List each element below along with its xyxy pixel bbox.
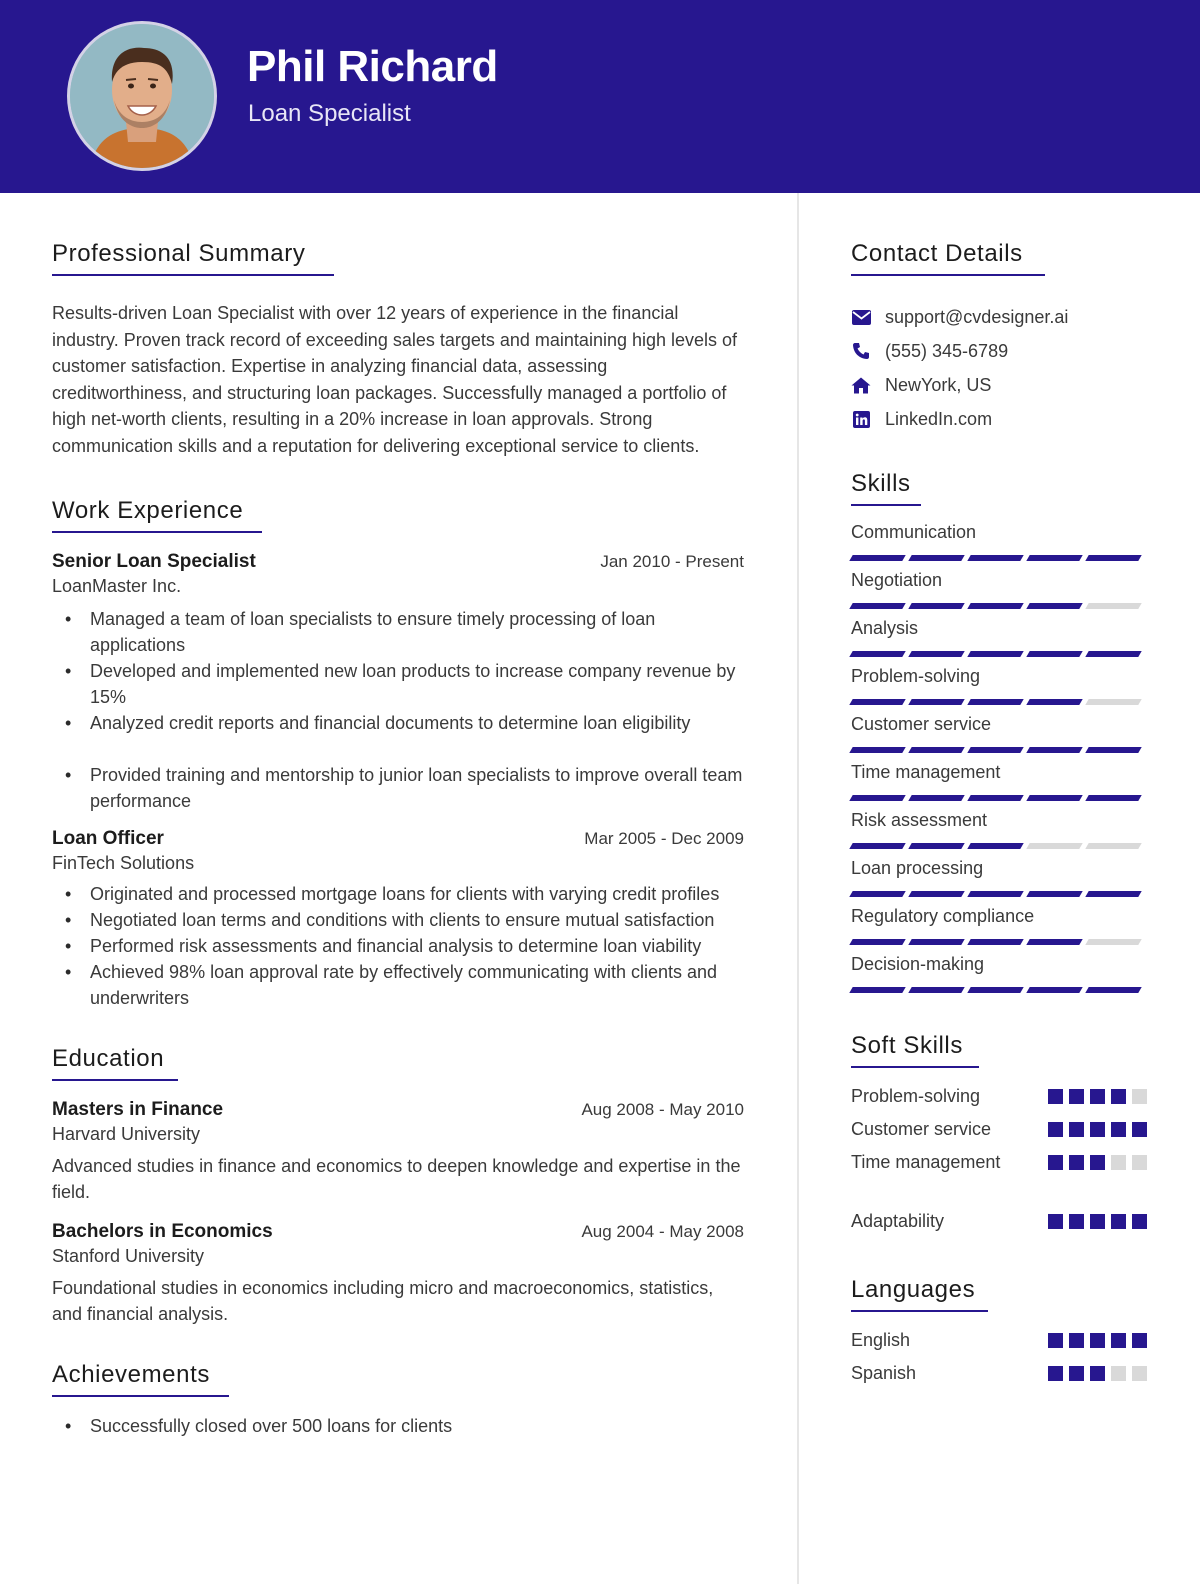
skill-item	[851, 952, 1147, 1000]
skill-level-segment	[1085, 891, 1141, 897]
sidebar-column	[851, 240, 1147, 1390]
main-column	[52, 240, 744, 1439]
skill-level-segment	[849, 843, 905, 849]
education-date: Aug 2008 - May 2010	[581, 1100, 744, 1119]
soft-skill-item	[851, 1113, 1147, 1146]
skill-level-segment	[967, 699, 1023, 705]
skill-level-segment	[1085, 651, 1141, 657]
skill-level-segment	[1026, 699, 1082, 705]
skill-name: Negotiation	[851, 570, 943, 590]
location-text: NewYork, US	[885, 374, 992, 395]
skill-level-segment	[908, 795, 964, 801]
avatar	[67, 21, 217, 171]
skill-level-segment	[849, 603, 905, 609]
section-underline	[851, 1066, 979, 1068]
skill-level-segment	[967, 651, 1023, 657]
job-bullet: • Negotiated loan terms and conditions with clients to ensure mutual satisfaction	[52, 907, 744, 933]
language-level-square	[1111, 1366, 1126, 1381]
skill-level-bar	[851, 881, 1147, 904]
skill-level-segment	[1026, 747, 1082, 753]
soft-skill-level-square	[1111, 1122, 1126, 1137]
linkedin-text: LinkedIn.com	[885, 408, 993, 429]
skill-level-bar	[851, 833, 1147, 856]
languages-title: Languages	[851, 1276, 976, 1303]
skill-level-segment	[967, 603, 1023, 609]
soft-skills-list	[851, 1080, 1147, 1238]
soft-skill-level-square	[1111, 1214, 1126, 1229]
work-section	[52, 497, 744, 1011]
soft-skill-level-square	[1132, 1214, 1147, 1229]
contact-section	[851, 240, 1147, 436]
skill-level-segment	[1085, 555, 1141, 561]
skill-level-bar	[851, 593, 1147, 616]
language-level-square	[1090, 1366, 1105, 1381]
contact-title: Contact Details	[851, 240, 1023, 267]
skill-level-segment	[1026, 651, 1082, 657]
skill-item	[851, 520, 1147, 568]
skill-level-segment	[849, 795, 905, 801]
soft-skill-level	[1048, 1089, 1147, 1104]
candidate-name: Phil Richard	[247, 42, 498, 91]
soft-skill-level-square	[1111, 1155, 1126, 1170]
languages-list	[851, 1324, 1147, 1390]
achievement-item: • Successfully closed over 500 loans for clients	[52, 1413, 744, 1439]
skill-level-segment	[1085, 843, 1141, 849]
skill-level-segment	[908, 939, 964, 945]
skills-list	[851, 520, 1147, 1000]
skill-level-bar	[851, 785, 1147, 808]
skills-section	[851, 470, 1147, 1000]
skill-level-segment	[1085, 603, 1141, 609]
soft-skill-level-square	[1069, 1214, 1084, 1229]
skill-level-bar	[851, 641, 1147, 664]
soft-skill-level-square	[1132, 1089, 1147, 1104]
skill-level-segment	[1085, 987, 1141, 993]
contact-location	[851, 368, 1147, 402]
skill-name: Loan processing	[851, 858, 984, 878]
job-date: Mar 2005 - Dec 2009	[584, 829, 744, 848]
soft-skill-name: Adaptability	[851, 1211, 945, 1231]
skill-level-segment	[967, 939, 1023, 945]
skill-name: Decision-making	[851, 954, 985, 974]
skill-level-segment	[1026, 891, 1082, 897]
achievements-section	[52, 1361, 744, 1439]
column-divider	[797, 193, 799, 1584]
home-icon	[851, 375, 871, 395]
skills-title: Skills	[851, 470, 911, 497]
language-level-square	[1069, 1366, 1084, 1381]
skill-level-segment	[967, 795, 1023, 801]
language-level	[1048, 1366, 1147, 1381]
skill-level-segment	[908, 651, 964, 657]
candidate-role: Loan Specialist	[248, 100, 411, 127]
languages-section	[851, 1276, 1147, 1390]
resume-header	[0, 0, 1200, 193]
skill-level-segment	[1085, 939, 1141, 945]
soft-skill-level-square	[1069, 1155, 1084, 1170]
skill-level-segment	[849, 987, 905, 993]
skill-item	[851, 568, 1147, 616]
skill-level-segment	[967, 747, 1023, 753]
contact-email[interactable]	[851, 300, 1147, 334]
summary-section	[52, 240, 744, 459]
education-section	[52, 1045, 744, 1327]
school-name: Stanford University	[52, 1246, 205, 1266]
skill-level-segment	[849, 555, 905, 561]
section-underline	[52, 1395, 229, 1397]
skill-level-segment	[849, 891, 905, 897]
degree-title: Bachelors in Economics	[52, 1221, 273, 1242]
soft-skill-item	[851, 1080, 1147, 1113]
soft-skill-level-square	[1111, 1089, 1126, 1104]
phone-text: (555) 345-6789	[885, 340, 1009, 361]
skill-level-segment	[849, 651, 905, 657]
skill-item	[851, 616, 1147, 664]
education-title: Education	[52, 1045, 165, 1072]
skill-item	[851, 664, 1147, 712]
job-title: Senior Loan Specialist	[52, 551, 256, 572]
job-company: LoanMaster Inc.	[52, 576, 182, 596]
skill-name: Risk assessment	[851, 810, 988, 830]
skill-level-segment	[967, 555, 1023, 561]
job-bullet: • Performed risk assessments and financial analysis to determine loan viability	[52, 933, 744, 959]
skill-level-bar	[851, 737, 1147, 760]
soft-skill-level-square	[1069, 1122, 1084, 1137]
job-bullet: • Originated and processed mortgage loans for clients with varying credit profiles	[52, 881, 744, 907]
work-title: Work Experience	[52, 497, 244, 524]
skill-level-segment	[1026, 843, 1082, 849]
education-description: Foundational studies in economics including micro and macroeconomics, statistics, and financial analysis.	[52, 1278, 714, 1324]
soft-skill-level-square	[1090, 1214, 1105, 1229]
skill-level-bar	[851, 977, 1147, 1000]
soft-skill-item	[851, 1146, 1147, 1179]
section-underline	[52, 274, 334, 276]
portrait-image	[70, 24, 214, 168]
job-date: Jan 2010 - Present	[600, 552, 744, 571]
job-bullet: • Provided training and mentorship to junior loan specialists to improve overall team performance	[52, 762, 744, 814]
soft-skill-level-square	[1090, 1122, 1105, 1137]
education-description: Advanced studies in finance and economics to deepen knowledge and expertise in the field.	[52, 1156, 741, 1202]
skill-level-segment	[1026, 603, 1082, 609]
language-name: English	[851, 1330, 911, 1350]
soft-skill-name: Problem-solving	[851, 1086, 981, 1106]
achievements-title: Achievements	[52, 1361, 210, 1388]
language-item	[851, 1324, 1147, 1357]
skill-level-segment	[908, 891, 964, 897]
soft-skill-level-square	[1132, 1155, 1147, 1170]
skill-level-segment	[1026, 987, 1082, 993]
skill-name: Time management	[851, 762, 1001, 782]
language-item	[851, 1357, 1147, 1390]
soft-skill-name: Time management	[851, 1152, 1001, 1172]
skill-level-segment	[849, 939, 905, 945]
summary-text: Results-driven Loan Specialist with over 12 years of experience in the financial industry. Proven track record of exceeding sales targets and maintaining high levels of customer satisfaction. Expertise in analyzing financial data, assessing creditworthiness, and structuring loan packages. Successfully managed a portfolio of high net-worth clients, resulting in a 20% increase in loan approvals. Strong communication skills and a reputation for delivering exceptional service to clients.	[52, 303, 738, 456]
job-company: FinTech Solutions	[52, 853, 195, 873]
soft-skill-item	[851, 1205, 1147, 1238]
soft-skill-level-square	[1090, 1089, 1105, 1104]
education-entry	[52, 1221, 744, 1327]
phone-icon	[851, 341, 871, 361]
skill-item	[851, 760, 1147, 808]
job-entry	[52, 828, 744, 1011]
soft-skill-level-square	[1090, 1155, 1105, 1170]
job-bullet: • Developed and implemented new loan products to increase company revenue by 15%	[52, 658, 744, 710]
soft-skill-level	[1048, 1122, 1147, 1137]
soft-skill-level	[1048, 1214, 1147, 1229]
skill-level-segment	[849, 699, 905, 705]
skill-level-bar	[851, 545, 1147, 568]
skill-level-segment	[1026, 939, 1082, 945]
skill-level-bar	[851, 689, 1147, 712]
soft-skill-level-square	[1048, 1155, 1063, 1170]
skill-level-segment	[1026, 795, 1082, 801]
language-name: Spanish	[851, 1363, 917, 1383]
section-underline	[52, 531, 262, 533]
skill-level-segment	[849, 747, 905, 753]
language-level-square	[1069, 1333, 1084, 1348]
skill-name: Regulatory compliance	[851, 906, 1035, 926]
contact-phone[interactable]	[851, 334, 1147, 368]
email-text: support@cvdesigner.ai	[885, 306, 1069, 327]
soft-skills-title: Soft Skills	[851, 1032, 963, 1059]
education-date: Aug 2004 - May 2008	[581, 1222, 744, 1241]
soft-skill-level-square	[1132, 1122, 1147, 1137]
skill-level-segment	[908, 987, 964, 993]
skill-item	[851, 856, 1147, 904]
section-underline	[851, 274, 1045, 276]
job-bullet: • Analyzed credit reports and financial documents to determine loan eligibility	[52, 710, 744, 736]
soft-skill-level	[1048, 1155, 1147, 1170]
skill-level-segment	[1085, 747, 1141, 753]
language-level-square	[1132, 1366, 1147, 1381]
soft-skill-name: Customer service	[851, 1119, 992, 1139]
language-level-square	[1132, 1333, 1147, 1348]
soft-skills-section	[851, 1032, 1147, 1238]
soft-skill-level-square	[1048, 1089, 1063, 1104]
skill-level-segment	[1085, 795, 1141, 801]
skill-item	[851, 904, 1147, 952]
linkedin-icon	[851, 409, 871, 429]
language-level-square	[1048, 1366, 1063, 1381]
job-entry	[52, 551, 744, 814]
job-title: Loan Officer	[52, 828, 164, 849]
skill-level-segment	[967, 843, 1023, 849]
skill-level-bar	[851, 929, 1147, 952]
degree-title: Masters in Finance	[52, 1099, 224, 1120]
skill-level-segment	[1085, 699, 1141, 705]
section-underline	[52, 1079, 178, 1081]
language-level-square	[1111, 1333, 1126, 1348]
skill-name: Customer service	[851, 714, 992, 734]
job-bullet: • Managed a team of loan specialists to ensure timely processing of loan applications	[52, 606, 744, 658]
language-level-square	[1090, 1333, 1105, 1348]
envelope-icon	[851, 307, 871, 327]
soft-skill-level-square	[1048, 1214, 1063, 1229]
skill-level-segment	[908, 747, 964, 753]
language-level-square	[1048, 1333, 1063, 1348]
skill-level-segment	[908, 555, 964, 561]
contact-linkedin[interactable]	[851, 402, 1147, 436]
skill-level-segment	[967, 891, 1023, 897]
section-underline	[851, 504, 921, 506]
skill-name: Analysis	[851, 618, 919, 638]
soft-skill-level-square	[1069, 1089, 1084, 1104]
skill-level-segment	[967, 987, 1023, 993]
skill-name: Problem-solving	[851, 666, 981, 686]
skill-item	[851, 712, 1147, 760]
skill-level-segment	[908, 843, 964, 849]
school-name: Harvard University	[52, 1124, 201, 1144]
skill-level-segment	[908, 603, 964, 609]
job-bullet: • Achieved 98% loan approval rate by effectively communicating with clients and underwriters	[52, 959, 744, 1011]
skill-level-segment	[1026, 555, 1082, 561]
skill-level-segment	[908, 699, 964, 705]
section-underline	[851, 1310, 988, 1312]
skill-name: Communication	[851, 522, 977, 542]
language-level	[1048, 1333, 1147, 1348]
soft-skill-level-square	[1048, 1122, 1063, 1137]
skill-item	[851, 808, 1147, 856]
summary-title: Professional Summary	[52, 240, 306, 267]
education-entry	[52, 1099, 744, 1205]
